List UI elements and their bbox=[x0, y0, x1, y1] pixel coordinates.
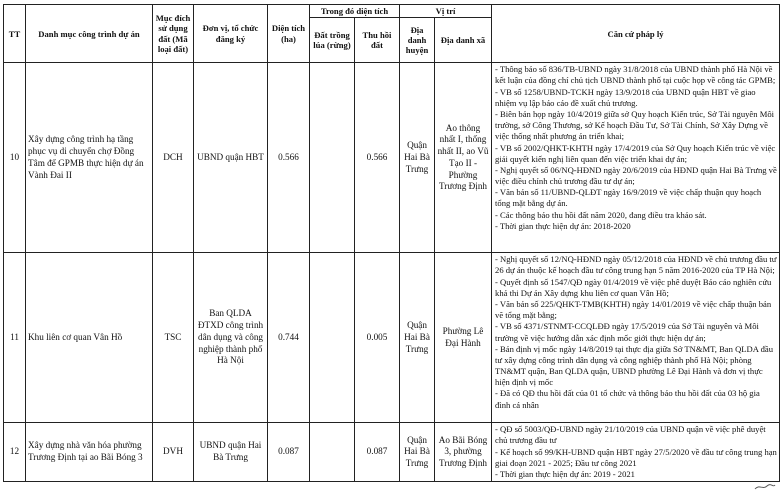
header-in-which: Trong đó diện tích bbox=[310, 5, 400, 18]
row-project-name: Xây dựng công trình hạ tầng phục vụ di chuyển chợ Đồng Tâm để GPMB thực hiện dự án Vành Đai II bbox=[26, 63, 153, 253]
row-district: Quận Hai Bà Trưng bbox=[400, 253, 435, 423]
legal-item: - Văn bản số 225/QHKT-TMB(KHTH) ngày 14/01/2019 về việc chấp thuận bản vẽ tổng mặt bằng; bbox=[495, 299, 772, 321]
table-row bbox=[4, 423, 780, 482]
legal-item: - VB số 1258/UBND-TCKH ngày 13/9/2018 của UBND quận HBT về giao nhiệm vụ lập báo cáo đề xuất chủ trương. bbox=[495, 86, 756, 108]
row-district: Quận Hai Bà Trưng bbox=[400, 423, 435, 482]
row-recovered: 0.566 bbox=[355, 63, 400, 253]
legal-item: - Quyết định số 1547/QĐ ngày 01/4/2019 về việc phê duyệt Báo cáo nghiên cứu khả thi Dự án Xây dựng khu liên cơ quan Vân Hồ; bbox=[495, 276, 772, 298]
row-land-code: DVH bbox=[153, 423, 194, 482]
scan-mark-icon bbox=[754, 483, 776, 491]
row-tt: 10 bbox=[4, 63, 26, 253]
row-commune: Phường Lê Đại Hành bbox=[435, 253, 492, 423]
header-category: Danh mục công trình dự án bbox=[26, 5, 153, 63]
legal-item: - Kế hoạch số 99/KH-UBND quận HBT ngày 27/5/2020 về đầu tư công trung hạn giai đoạn 2021 - 2025; Đầu tư công 2021 bbox=[495, 446, 777, 468]
row-district: Quận Hai Bà Trưng bbox=[400, 63, 435, 253]
header-recovered: Thu hồi đất bbox=[355, 18, 400, 63]
row-recovered: 0.087 bbox=[355, 423, 400, 482]
legal-item: - VB số 2002/QHKT-KHTH ngày 17/4/2019 của Sở Quy hoạch Kiến trúc về việc giải quyết kiến nghị liên quan đến việc triển khai dự án; bbox=[495, 142, 776, 164]
legal-item: - Nghị quyết số 12/NQ-HĐND ngày 05/12/2018 của HĐND về chủ trương đầu tư 26 dự án thuộc kế hoạch đầu tư công trung hạn 5 năm 2016-2020 của TP Hà Nội; bbox=[495, 254, 777, 276]
legal-item: - Các thông báo thu hồi đất năm 2020, đang điều tra khảo sát. bbox=[495, 209, 707, 220]
table-row bbox=[4, 63, 780, 253]
row-area: 0.087 bbox=[268, 423, 310, 482]
row-area: 0.566 bbox=[268, 63, 310, 253]
header-location: Vị trí bbox=[400, 5, 492, 18]
header-legal: Căn cứ pháp lý bbox=[492, 5, 780, 63]
legal-item: - Thông báo số 836/TB-UBND ngày 31/8/2018 của UBND thành phố Hà Nội về kết luận của đồng chí chủ tịch UBND thành phố tại cuộc họp về công tác GPMB; bbox=[495, 64, 776, 86]
row-legal-basis bbox=[492, 423, 780, 482]
row-commune: Ao thông nhất I, thống nhất II, ao Vũ Tạo II - Phường Trương Định bbox=[435, 63, 492, 253]
row-project-name: Xây dựng nhà văn hóa phường Trương Định tại ao Bãi Bóng 3 bbox=[26, 423, 153, 482]
legal-item: - Thời gian thực hiện dự án: 2019 - 2021 bbox=[495, 469, 635, 479]
header-area: Diện tích (ha) bbox=[268, 5, 310, 63]
legal-item: - QĐ số 5003/QĐ-UBND ngày 21/10/2019 của UBND quận về việc phê duyệt chủ trương đầu tư bbox=[495, 424, 766, 446]
header-commune: Địa danh xã bbox=[435, 18, 492, 63]
legal-item: - Thời gian thực hiện dự án: 2018-2020 bbox=[495, 220, 631, 231]
row-land-code: TSC bbox=[153, 253, 194, 423]
header-district: Địa danh huyện bbox=[400, 18, 435, 63]
row-legal-basis bbox=[492, 63, 780, 253]
legal-item: - Đã có QĐ thu hồi đất của 01 tổ chức và thông báo thu hồi đất của 03 hộ gia đình cá nhân bbox=[495, 388, 760, 410]
table-row bbox=[4, 253, 780, 423]
row-tt: 11 bbox=[4, 253, 26, 423]
row-legal-basis bbox=[492, 253, 780, 423]
row-area: 0.744 bbox=[268, 253, 310, 423]
row-forest bbox=[310, 63, 355, 253]
row-unit: UBND quận Hai Bà Trưng bbox=[194, 423, 268, 482]
row-project-name: Khu liên cơ quan Vân Hồ bbox=[26, 253, 153, 423]
land-use-table bbox=[3, 4, 780, 482]
row-tt: 12 bbox=[4, 423, 26, 482]
header-purpose: Mục đích sử dụng đất (Mã loại đất) bbox=[153, 5, 194, 63]
header-unit: Đơn vị, tổ chức đăng ký bbox=[194, 5, 268, 63]
header-tt: TT bbox=[4, 5, 26, 63]
legal-item: - VB số 4371/STNMT-CCQLĐĐ ngày 17/5/2019 của Sở Tài nguyên và Môi trường về việc hướng dẫn xác định mốc giới thực hiện dự án; bbox=[495, 321, 759, 343]
legal-item: - Văn bản số 11/UBND-QLĐT ngày 16/9/2019 về việc chấp thuận quy hoạch tổng mặt bằng dự án. bbox=[495, 187, 762, 209]
legal-item: - Bản định vị mốc ngày 14/8/2019 tại thực địa giữa Sở TN&MT, Ban QLDA đầu tư xây dựng công trình dân dụng và công nghiệp thành phố Hà Nội; phòng TN&MT quận, Ban QLDA quận, UBND phường Lê Đại Hành và đơn vị thực hiện định vị mốc bbox=[495, 343, 774, 388]
row-commune: Ao Bãi Bóng 3, phường Trương Định bbox=[435, 423, 492, 482]
row-land-code: DCH bbox=[153, 63, 194, 253]
legal-item: - Biên bản họp ngày 10/4/2019 giữa sở Quy hoạch Kiến trúc, Sở Tài nguyên Môi trường, sở Công Thương, sở Kế hoạch Đầu Tư, Sở Tài Chính, Sở Xây Dựng về việc thống nhất phương án triển khai; bbox=[495, 109, 775, 142]
row-unit: UBND quận HBT bbox=[194, 63, 268, 253]
row-unit: Ban QLDA ĐTXD công trình dân dụng và công nghiệp thành phố Hà Nội bbox=[194, 253, 268, 423]
row-recovered: 0.005 bbox=[355, 253, 400, 423]
row-forest bbox=[310, 423, 355, 482]
legal-item: - Nghị quyết số 06/NQ-HĐND ngày 20/6/2019 của HĐND quận Hai Bà Trưng về việc điều chỉnh chủ trương đầu tư dự án; bbox=[495, 164, 777, 187]
row-forest bbox=[310, 253, 355, 423]
header-forest: Đất trồng lúa (rừng) bbox=[310, 18, 355, 63]
